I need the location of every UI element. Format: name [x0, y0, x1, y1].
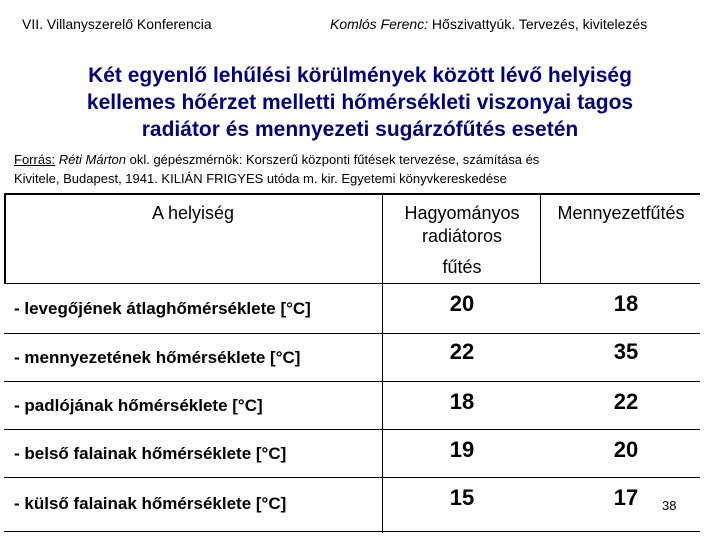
radiator-value: 18: [449, 389, 475, 414]
row-label: - külső falainak hőmérséklete [°C]: [14, 494, 287, 513]
header-ceiling-heating: Mennyezetfűtés: [557, 203, 685, 223]
title-line-3: radiátor és mennyezeti sugárzófűtés esetén: [141, 118, 579, 141]
radiator-value: 20: [449, 291, 475, 316]
title-line-1: Két egyenlő lehűlési körülmények között lévő helyiség: [88, 64, 632, 87]
header-radiator: [384, 202, 540, 279]
source-author: Réti Márton: [58, 152, 126, 167]
header-radiator-line-3: fűtés: [442, 257, 482, 277]
radiator-value: 15: [449, 485, 475, 510]
row-label: - levegőjének átlaghőmérséklete [°C]: [14, 299, 311, 318]
row-divider-3: [4, 429, 700, 430]
column-divider-1: [382, 193, 383, 533]
row-divider-2: [4, 381, 700, 382]
header-author: Komlós Ferenc:: [330, 16, 429, 32]
slide-header-citation: [330, 16, 647, 32]
source-line-2: Kivitele, Budapest, 1941. KILIÁN FRIGYES utóda m. kir. Egyetemi könyvkereskedése: [14, 171, 507, 186]
row-divider-4: [4, 477, 700, 478]
title-line-2: kellemes hőérzet melletti hőmérsékleti viszonyai tagos: [86, 91, 634, 114]
slide-title: [0, 62, 720, 143]
row-label: - belső falainak hőmérséklete [°C]: [14, 444, 287, 463]
header-topic: Hőszivattyúk. Tervezés, kivitelezés: [428, 16, 648, 32]
table-bottom-border: [4, 531, 700, 532]
ceiling-value: 22: [613, 389, 639, 414]
radiator-value: 19: [449, 437, 475, 462]
header-radiator-line-1: Hagyományos: [404, 203, 520, 223]
row-label: - mennyezetének hőmérséklete [°C]: [14, 348, 301, 367]
row-label: - padlójának hőmérséklete [°C]: [14, 396, 263, 415]
source-label: Forrás:: [14, 152, 56, 167]
conference-name: VII. Villanyszerelő Konferencia: [22, 16, 212, 32]
table-header-divider: [4, 283, 700, 284]
temperature-table: [4, 193, 700, 533]
source-line-1-text: okl. gépészmérnök: Korszerű központi fűtések tervezése, számítása és: [126, 152, 540, 167]
source-citation: [14, 150, 714, 188]
ceiling-value: 17: [613, 485, 639, 510]
ceiling-value: 20: [613, 437, 639, 462]
ceiling-value: 35: [613, 339, 639, 364]
header-radiator-line-2: radiátoros: [421, 226, 503, 246]
radiator-value: 22: [449, 339, 475, 364]
table-top-border: [4, 193, 700, 195]
header-room: A helyiség: [151, 203, 235, 223]
row-divider-1: [4, 333, 700, 334]
ceiling-value: 18: [613, 291, 639, 316]
source-line-1: [14, 150, 714, 169]
page-number: 38: [662, 498, 677, 513]
